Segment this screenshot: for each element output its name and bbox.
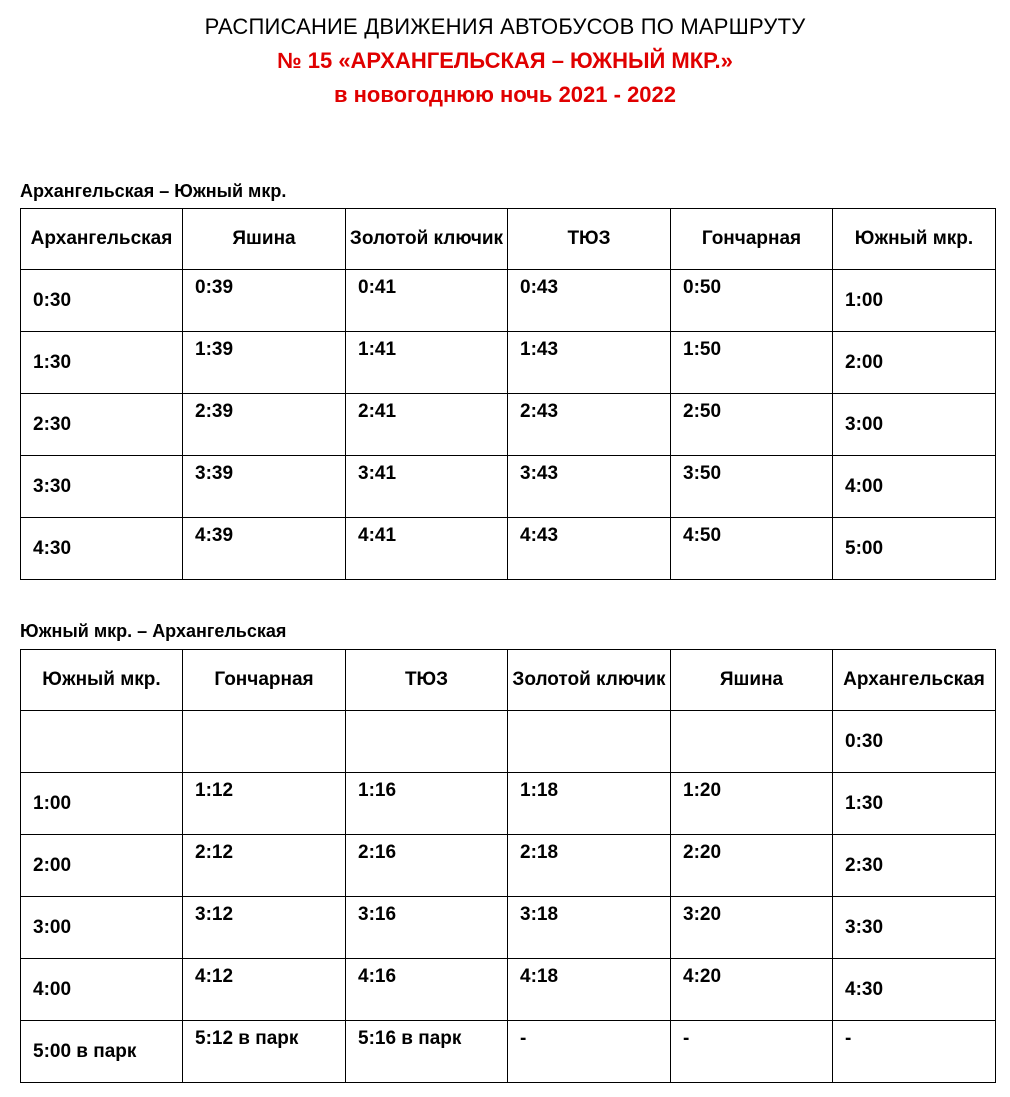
time-cell: 2:12 [183,835,346,897]
header-cell: Архангельская [21,209,183,270]
table-row [21,456,996,518]
time-cell: 5:16 в парк [346,1021,508,1083]
time-cell [346,711,508,773]
document-title [0,10,1010,112]
time-cell: 2:39 [183,394,346,456]
time-cell: 2:30 [21,394,183,456]
time-cell [183,711,346,773]
time-cell: 3:20 [671,897,833,959]
time-cell: - [671,1021,833,1083]
time-cell: 3:39 [183,456,346,518]
table-row [21,332,996,394]
header-cell: Гончарная [671,209,833,270]
time-cell: 4:16 [346,959,508,1021]
time-cell: 0:30 [833,711,996,773]
time-cell [508,711,671,773]
time-cell: 1:30 [21,332,183,394]
time-cell: - [833,1021,996,1083]
time-cell: 1:50 [671,332,833,394]
title-main: РАСПИСАНИЕ ДВИЖЕНИЯ АВТОБУСОВ ПО МАРШРУТУ [204,14,806,39]
time-cell: 0:41 [346,270,508,332]
header-cell: Яшина [183,209,346,270]
time-cell: 0:43 [508,270,671,332]
section-label-forward: Архангельская – Южный мкр. [20,181,287,201]
table-row [21,1021,996,1083]
time-cell: 2:18 [508,835,671,897]
time-cell: 3:00 [833,394,996,456]
time-cell: 1:30 [833,773,996,835]
time-cell: 3:16 [346,897,508,959]
time-cell: 1:20 [671,773,833,835]
header-cell: Золотой ключик [346,209,508,270]
time-cell: 2:00 [21,835,183,897]
time-cell [671,711,833,773]
table-row [21,773,996,835]
time-cell: 0:50 [671,270,833,332]
time-cell: 1:18 [508,773,671,835]
time-cell: 3:00 [21,897,183,959]
time-cell: - [508,1021,671,1083]
time-cell: 2:50 [671,394,833,456]
time-cell: 3:30 [21,456,183,518]
title-route: № 15 «АРХАНГЕЛЬСКАЯ – ЮЖНЫЙ МКР.» [277,48,733,73]
time-cell: 2:20 [671,835,833,897]
time-cell: 1:16 [346,773,508,835]
time-cell: 2:43 [508,394,671,456]
time-cell: 3:12 [183,897,346,959]
time-cell: 2:41 [346,394,508,456]
table-row [21,518,996,580]
table-row [21,711,996,773]
header-cell: Гончарная [183,650,346,711]
table-row [21,897,996,959]
time-cell: 4:43 [508,518,671,580]
time-cell: 3:50 [671,456,833,518]
time-cell: 4:12 [183,959,346,1021]
time-cell: 1:43 [508,332,671,394]
time-cell: 4:41 [346,518,508,580]
time-cell: 5:12 в парк [183,1021,346,1083]
time-cell: 4:18 [508,959,671,1021]
time-cell: 4:20 [671,959,833,1021]
schedule-table-return [20,649,996,1083]
time-cell: 1:39 [183,332,346,394]
time-cell: 4:50 [671,518,833,580]
time-cell: 4:30 [833,959,996,1021]
table-row [21,835,996,897]
time-cell: 1:41 [346,332,508,394]
time-cell: 1:12 [183,773,346,835]
time-cell: 2:30 [833,835,996,897]
time-cell: 1:00 [21,773,183,835]
header-cell: Золотой ключик [508,650,671,711]
table-header-row [21,650,996,711]
schedule-table-forward [20,208,996,580]
time-cell [21,711,183,773]
time-cell: 3:43 [508,456,671,518]
table-header-row [21,209,996,270]
table-row [21,959,996,1021]
time-cell: 5:00 [833,518,996,580]
time-cell: 4:39 [183,518,346,580]
table-row [21,394,996,456]
header-cell: Южный мкр. [833,209,996,270]
table-row [21,270,996,332]
time-cell: 3:18 [508,897,671,959]
header-cell: Яшина [671,650,833,711]
section-label-return: Южный мкр. – Архангельская [20,621,287,641]
time-cell: 5:00 в парк [21,1021,183,1083]
time-cell: 3:41 [346,456,508,518]
header-cell: ТЮЗ [346,650,508,711]
time-cell: 4:00 [21,959,183,1021]
header-cell: ТЮЗ [508,209,671,270]
header-cell: Архангельская [833,650,996,711]
time-cell: 3:30 [833,897,996,959]
time-cell: 1:00 [833,270,996,332]
time-cell: 2:00 [833,332,996,394]
time-cell: 0:39 [183,270,346,332]
time-cell: 4:00 [833,456,996,518]
time-cell: 4:30 [21,518,183,580]
header-cell: Южный мкр. [21,650,183,711]
time-cell: 0:30 [21,270,183,332]
time-cell: 2:16 [346,835,508,897]
title-date: в новогоднюю ночь 2021 - 2022 [333,82,677,107]
